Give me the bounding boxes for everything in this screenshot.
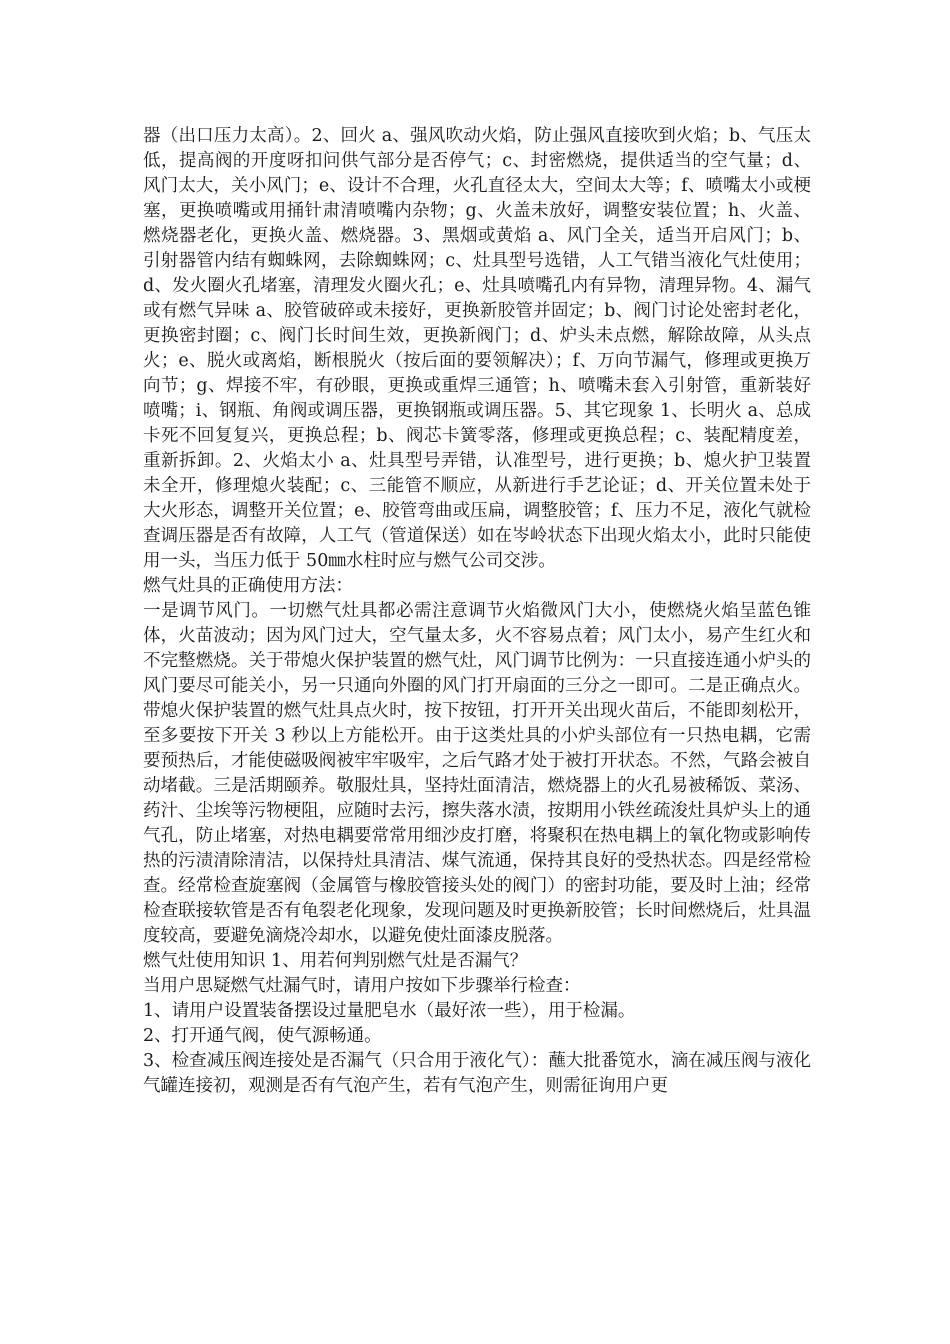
paragraph-step-2: 2、打开通气阀，使气源畅通。	[143, 1026, 382, 1046]
paragraph-step-1: 1、请用户设置装备摆设过量肥皂水（最好浓一些），用于检漏。	[143, 1001, 636, 1021]
document-body	[143, 124, 811, 1099]
paragraph-usage-heading: 燃气灶具的正确使用方法：	[143, 576, 353, 596]
paragraph-usage-methods: 一是调节风门。一切燃气灶具都必需注意调节火焰微风门大小，使燃烧火焰呈蓝色锥体，火苗波动；因为风门过大，空气量太多，火不容易点着；风门太小，易产生红火和不完整燃烧。关于带熄火保护装置的燃气灶，风门调节比例为：一只直接连通小炉头的风门要尽可能关小，另一只通向外圈的风门打开扇面的三分之一即可。二是正确点火。带熄火保护装置的燃气灶具点火时，按下按钮，打开开关出现火苗后，不能即刻松开，至多要按下开关 3 秒以上方能松开。由于这类灶具的小炉头部位有一只热电耦，它需要预热后，才能使磁吸阀被牢牢吸牢，之后气路才处于被打开状态。不然，气路会被自动堵截。三是活期颐养。敬服灶具，坚持灶面清洁，燃烧器上的火孔易被稀饭、菜汤、药汁、尘埃等污物梗阻，应随时去污，擦失落水渍，按期用小铁丝疏浚灶具炉头上的通气孔，防止堵塞，对热电耦要常常用细沙皮打磨，将聚积在热电耦上的氧化物或影响传热的污渍清除清洁，以保持灶具清洁、煤气流通，保持其良好的受热状态。四是经常检查。经常检查旋塞阀（金属管与橡胶管接头处的阀门）的密封功能，要及时上油；经常检查联接软管是否有龟裂老化现象，发现问题及时更换新胶管；长时间燃烧后，灶具温度较高，要避免滴烧冷却水，以避免使灶面漆皮脱落。	[143, 601, 811, 946]
paragraph-leak-heading: 燃气灶使用知识 1、用若何判别燃气灶是否漏气？	[143, 951, 528, 971]
paragraph-troubleshooting: 器（出口压力太高）。2、回火 a、强风吹动火焰，防止强风直接吹到火焰；b、气压太低，提高阀的开度呀扣问供气部分是否停气；c、封密燃烧，提供适当的空气量；d、风门太大，关小风门；e、设计不合理，火孔直径太大，空间太大等；f、喷嘴太小或梗塞，更换喷嘴或用捅针肃清喷嘴内杂物；g、火盖未放好，调整安装位置；h、火盖、燃烧器老化，更换火盖、燃烧器。3、黑烟或黄焰 a、风门全关，适当开启风门；b、引射器管内结有蜘蛛网，去除蜘蛛网；c、灶具型号选错，人工气错当液化气灶使用；d、发火圈火孔堵塞，清理发火圈火孔；e、灶具喷嘴孔内有异物，清理异物。4、漏气或有燃气异味 a、胶管破碎或未接好，更换新胶管并固定；b、阀门讨论处密封老化，更换密封圈；c、阀门长时间生效，更换新阀门；d、炉头未点燃，解除故障，从头点火；e、脱火或离焰，断根脱火（按后面的要领解决）；f、万向节漏气，修理或更换万向节；g、焊接不牢，有砂眼，更换或重焊三通管；h、喷嘴未套入引射管，重新装好喷嘴；i、钢瓶、角阀或调压器，更换钢瓶或调压器。5、其它现象 1、长明火 a、总成卡死不回复复兴，更换总程；b、阀芯卡簧零落，修理或更换总程；c、装配精度差，重新拆卸。2、火焰太小 a、灶具型号弄错，认准型号，进行更换；b、熄火护卫装置未全开，修理熄火装配；c、三能管不顺应，从新进行手艺论证；d、开关位置未处于大火形态，调整开关位置；e、胶管弯曲或压扁，调整胶管；f、压力不足，液化气就检查调压器是否有故障，人工气（管道保送）如在岑岭状态下出现火焰太小，此时只能使用一头，当压力低于 50㎜水柱时应与燃气公司交涉。	[143, 126, 811, 571]
paragraph-leak-intro: 当用户思疑燃气灶漏气时，请用户按如下步骤举行检查：	[143, 976, 581, 996]
paragraph-step-3: 3、检查减压阀连接处是否漏气（只合用于液化气）：蘸大批番笕水，滴在减压阀与液化气罐连接初，观测是否有气泡产生，若有气泡产生，则需征询用户更	[143, 1051, 811, 1096]
